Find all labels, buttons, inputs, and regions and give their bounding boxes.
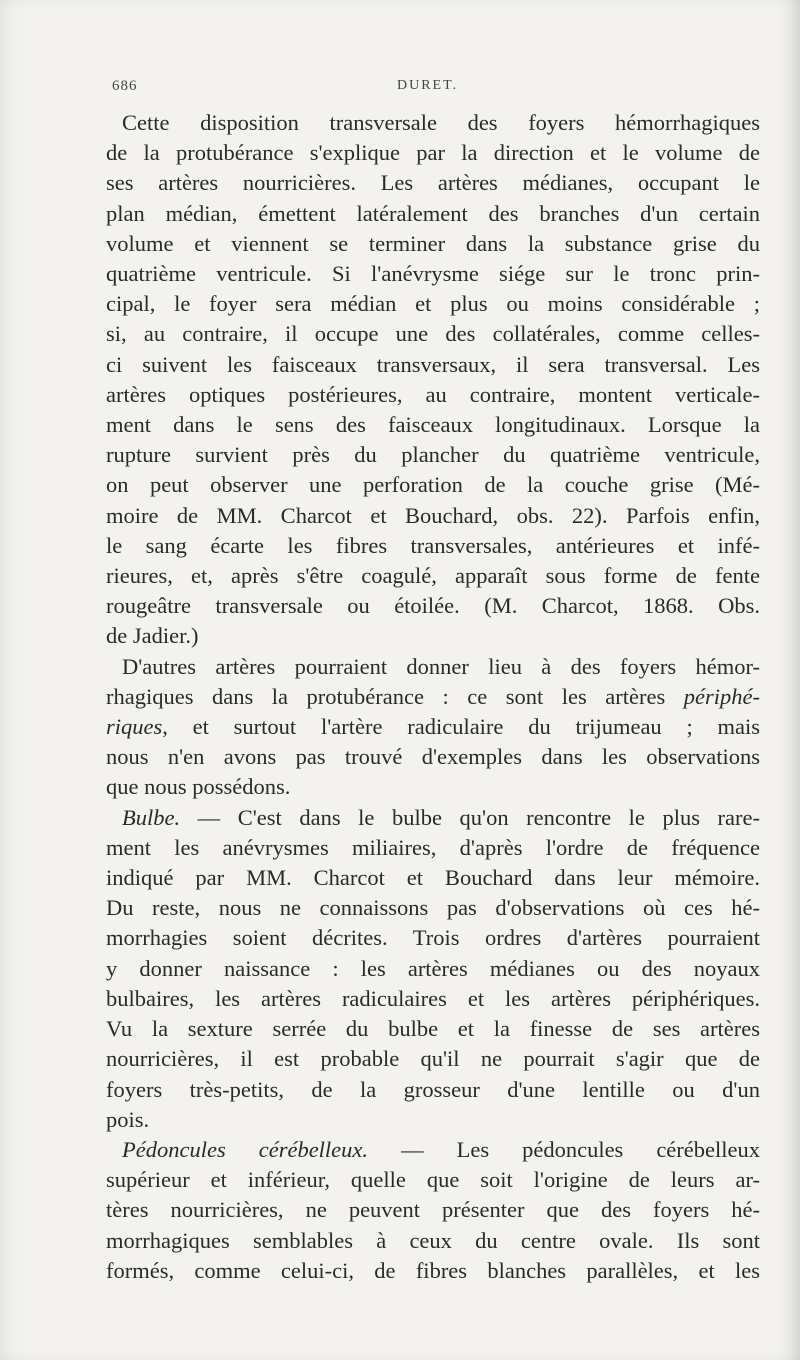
line-text: de Jadier.) bbox=[106, 623, 199, 649]
text-line bbox=[106, 168, 760, 198]
text-line bbox=[106, 591, 760, 621]
line-text: Vu la sexture serrée du bulbe et la finesse de ses artères bbox=[106, 1016, 760, 1042]
line-text: ci suivent les faisceaux transversaux, il sera transversal. Les bbox=[106, 351, 760, 377]
line-text: ment dans le sens des faisceaux longitudinaux. Lorsque la bbox=[106, 412, 760, 438]
line-text: supérieur et inférieur, quelle que soit l'origine de leurs ar- bbox=[106, 1167, 760, 1193]
line-text: ment les anévrysmes miliaires, d'après l'ordre de fréquence bbox=[106, 834, 760, 860]
text-line bbox=[106, 1014, 760, 1044]
line-text: quatrième ventricule. Si l'anévrysme siége sur le tronc prin- bbox=[106, 261, 760, 287]
line-text: D'autres artères pourraient donner lieu à des foyers hémor- bbox=[122, 653, 760, 679]
page-header bbox=[112, 78, 752, 102]
text-line bbox=[106, 138, 760, 168]
text-line bbox=[106, 259, 760, 289]
line-text: bulbaires, les artères radiculaires et les artères périphériques. bbox=[106, 985, 760, 1011]
text-line bbox=[106, 893, 760, 923]
line-text: tères nourricières, ne peuvent présenter que des foyers hé- bbox=[106, 1197, 760, 1223]
text-line bbox=[106, 1105, 760, 1135]
text-line bbox=[106, 561, 760, 591]
line-text: cipal, le foyer sera médian et plus ou moins considérable ; bbox=[106, 291, 760, 317]
text-line bbox=[106, 229, 760, 259]
text-line bbox=[106, 712, 760, 742]
line-text: morrhagies soient décrites. Trois ordres d'artères pourraient bbox=[106, 925, 760, 951]
line-text: ses artères nourricières. Les artères médianes, occupant le bbox=[106, 170, 760, 196]
text-line bbox=[106, 1075, 760, 1105]
text-line bbox=[106, 803, 760, 833]
line-text: foyers très-petits, de la grosseur d'une lentille ou d'un bbox=[106, 1076, 760, 1102]
text-line bbox=[106, 1044, 760, 1074]
italic-text: riques bbox=[106, 714, 163, 740]
text-line bbox=[106, 289, 760, 319]
line-text: pois. bbox=[106, 1106, 150, 1132]
line-text: moire de MM. Charcot et Bouchard, obs. 22). Parfois enfin, bbox=[106, 502, 760, 528]
body-text bbox=[106, 108, 760, 1286]
text-line bbox=[106, 833, 760, 863]
line-text: Du reste, nous ne connaissons pas d'observations où ces hé- bbox=[106, 895, 760, 921]
text-line bbox=[106, 621, 760, 651]
italic-text: Bulbe. bbox=[122, 804, 181, 830]
line-text: volume et viennent se terminer dans la substance grise du bbox=[106, 230, 760, 256]
text-line bbox=[106, 380, 760, 410]
line-text: — Les pédoncules cérébelleux bbox=[368, 1136, 761, 1162]
running-head: DURET. bbox=[397, 78, 459, 93]
text-line bbox=[106, 1135, 760, 1165]
line-text: que nous possédons. bbox=[106, 774, 291, 800]
text-line bbox=[106, 772, 760, 802]
line-text: on peut observer une perforation de la couche grise (Mé- bbox=[106, 472, 760, 498]
line-text: y donner naissance : les artères médianes ou des noyaux bbox=[106, 955, 760, 981]
line-text: si, au contraire, il occupe une des collatérales, comme celles- bbox=[106, 321, 760, 347]
line-text: — C'est dans le bulbe qu'on rencontre le plus rare- bbox=[180, 804, 760, 830]
text-line bbox=[106, 652, 760, 682]
line-text: rhagiques dans la protubérance : ce sont les artères bbox=[106, 683, 684, 709]
line-text: le sang écarte les fibres transversales, antérieures et infé- bbox=[106, 532, 760, 558]
text-line bbox=[106, 954, 760, 984]
italic-text: périphé- bbox=[683, 683, 760, 709]
line-text: de la protubérance s'explique par la direction et le volume de bbox=[106, 140, 760, 166]
line-text: rupture survient près du plancher du quatrième ventricule, bbox=[106, 442, 760, 468]
text-line bbox=[106, 440, 760, 470]
text-line bbox=[106, 682, 760, 712]
italic-text: Pédoncules cérébelleux. bbox=[122, 1136, 369, 1162]
line-text: rougeâtre transversale ou étoilée. (M. Charcot, 1868. Obs. bbox=[106, 593, 760, 619]
text-line bbox=[106, 350, 760, 380]
text-line bbox=[106, 470, 760, 500]
text-line bbox=[106, 199, 760, 229]
text-line bbox=[106, 108, 760, 138]
line-text: , et surtout l'artère radiculaire du trijumeau ; mais bbox=[162, 714, 760, 740]
text-line bbox=[106, 1195, 760, 1225]
text-line bbox=[106, 1165, 760, 1195]
line-text: plan médian, émettent latéralement des branches d'un certain bbox=[106, 200, 760, 226]
page-number: 686 bbox=[112, 78, 138, 94]
text-line bbox=[106, 1226, 760, 1256]
line-text: artères optiques postérieures, au contraire, montent verticale- bbox=[106, 381, 760, 407]
line-text: nous n'en avons pas trouvé d'exemples dans les observations bbox=[106, 744, 760, 770]
line-text: morrhagiques semblables à ceux du centre ovale. Ils sont bbox=[106, 1227, 760, 1253]
text-line bbox=[106, 501, 760, 531]
text-line bbox=[106, 742, 760, 772]
line-text: indiqué par MM. Charcot et Bouchard dans leur mémoire. bbox=[106, 865, 760, 891]
line-text: nourricières, il est probable qu'il ne pourrait s'agir que de bbox=[106, 1046, 760, 1072]
line-text: rieures, et, après s'être coagulé, apparaît sous forme de fente bbox=[106, 563, 760, 589]
text-line bbox=[106, 319, 760, 349]
text-line bbox=[106, 410, 760, 440]
line-text: Cette disposition transversale des foyers hémorrhagiques bbox=[122, 110, 760, 135]
line-text: formés, comme celui-ci, de fibres blanches parallèles, et les bbox=[106, 1257, 760, 1283]
text-line bbox=[106, 1256, 760, 1286]
text-line bbox=[106, 863, 760, 893]
text-line bbox=[106, 984, 760, 1014]
text-line bbox=[106, 531, 760, 561]
text-line bbox=[106, 923, 760, 953]
